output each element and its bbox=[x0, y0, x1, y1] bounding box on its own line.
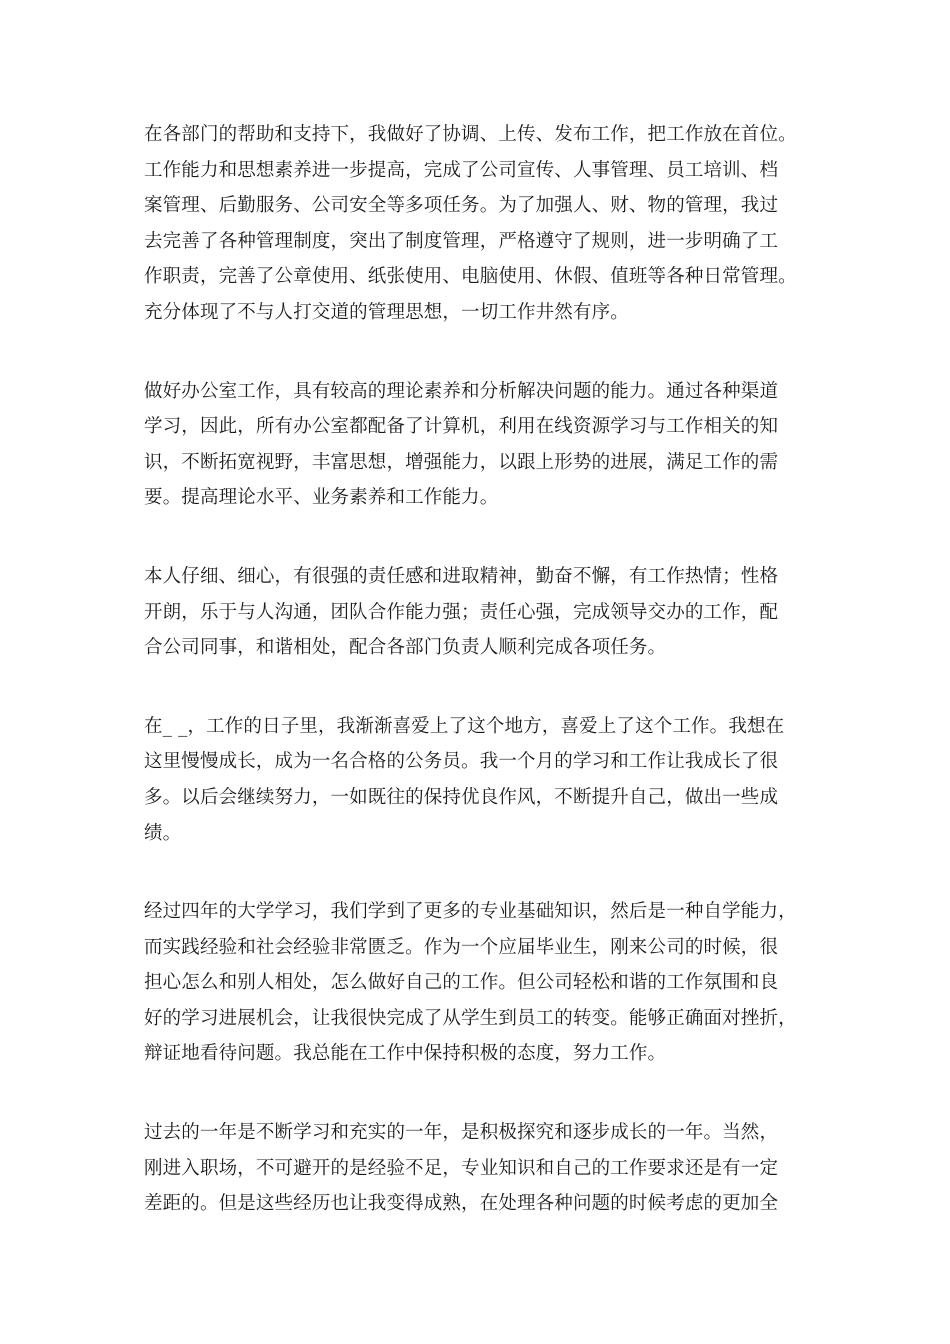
text-line: 工作能力和思想素养进一步提高，完成了公司宣传、人事管理、员工培训、档 bbox=[144, 159, 779, 181]
text-line: 绩。 bbox=[144, 822, 182, 844]
paragraph-1 bbox=[144, 117, 814, 331]
document-body bbox=[144, 117, 814, 1265]
paragraph-3 bbox=[144, 559, 814, 666]
text-line: 作职责，完善了公章使用、纸张使用、电脑使用、休假、值班等各种日常管理。 bbox=[144, 266, 797, 288]
text-line: 多。以后会继续努力，一如既往的保持优良作风，不断提升自己，做出一些成 bbox=[144, 786, 779, 808]
text-line: 差距的。但是这些经历也让我变得成熟，在处理各种问题的时候考虑的更加全 bbox=[144, 1193, 779, 1215]
text-line: 这里慢慢成长，成为一名合格的公务员。我一个月的学习和工作让我成长了很 bbox=[144, 751, 779, 773]
text-line: 开朗，乐于与人沟通，团队合作能力强；责任心强，完成领导交办的工作，配 bbox=[144, 601, 779, 623]
text-line: 做好办公室工作，具有较高的理论素养和分析解决问题的能力。通过各种渠道 bbox=[144, 380, 779, 402]
text-line: 过去的一年是不断学习和充实的一年，是积极探究和逐步成长的一年。当然， bbox=[144, 1122, 779, 1144]
text-line: 在各部门的帮助和支持下，我做好了协调、上传、发布工作，把工作放在首位。 bbox=[144, 124, 797, 145]
text-line: 案管理、后勤服务、公司安全等多项任务。为了加强人、财、物的管理，我过 bbox=[144, 195, 779, 217]
text-line: 识，不断拓宽视野，丰富思想，增强能力，以跟上形势的进展，满足工作的需 bbox=[144, 451, 779, 473]
text-line: 合公司同事，和谐相处，配合各部门负责人顺利完成各项任务。 bbox=[144, 637, 667, 659]
text-line: 刚进入职场，不可避开的是经验不足，专业知识和自己的工作要求还是有一定 bbox=[144, 1157, 779, 1179]
paragraph-4 bbox=[144, 709, 814, 851]
text-line: 充分体现了不与人打交道的管理思想，一切工作井然有序。 bbox=[144, 301, 629, 323]
paragraph-6 bbox=[144, 1115, 814, 1222]
text-line: 好的学习进展机会，让我很快完成了从学生到员工的转变。能够正确面对挫折， bbox=[144, 1007, 797, 1029]
text-line: 要。提高理论水平、业务素养和工作能力。 bbox=[144, 487, 499, 509]
text-line: 去完善了各种管理制度，突出了制度管理，严格遵守了规则，进一步明确了工 bbox=[144, 230, 779, 252]
text-line: 辩证地看待问题。我总能在工作中保持积极的态度，努力工作。 bbox=[144, 1043, 667, 1065]
text-line: 学习，因此，所有办公室都配备了计算机，利用在线资源学习与工作相关的知 bbox=[144, 416, 779, 438]
text-line: 本人仔细、细心，有很强的责任感和进取精神，勤奋不懈，有工作热情；性格 bbox=[144, 565, 779, 587]
text-line: 在_ _，工作的日子里，我渐渐喜爱上了这个地方，喜爱上了这个工作。我想在 bbox=[144, 715, 785, 737]
text-line: 经过四年的大学学习，我们学到了更多的专业基础知识，然后是一种自学能力， bbox=[144, 901, 797, 923]
text-line: 担心怎么和别人相处，怎么做好自己的工作。但公司轻松和谐的工作氛围和良 bbox=[144, 972, 779, 994]
text-line: 而实践经验和社会经验非常匮乏。作为一个应届毕业生，刚来公司的时候，很 bbox=[144, 936, 779, 958]
paragraph-5 bbox=[144, 894, 814, 1072]
paragraph-2 bbox=[144, 374, 814, 516]
